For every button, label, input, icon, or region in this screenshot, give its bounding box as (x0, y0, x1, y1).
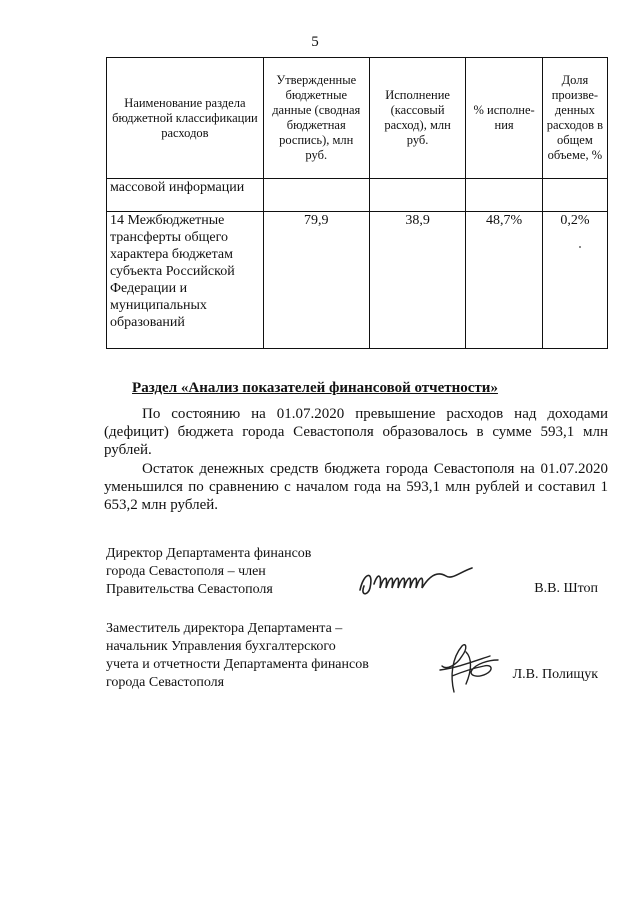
row-name: массовой информации (107, 179, 264, 212)
title-line: начальник Управления бухгалтерского (106, 639, 336, 654)
signatory-2-name: Л.В. Полищук (512, 667, 598, 682)
row-executed: 38,9 (369, 212, 466, 349)
signature-2-icon (432, 640, 502, 695)
table-row (107, 212, 608, 349)
signatory-2-title (106, 620, 369, 692)
title-line: города Севастополя – член (106, 564, 266, 579)
signatory-1-title (106, 545, 311, 599)
signatory-1-name: В.В. Штоп (534, 581, 598, 596)
paragraph-deficit: По состоянию на 01.07.2020 превышение расходов над доходами (дефицит) бюджета города Севастополя образовалось в сумме 593,1 млн рублей. (104, 406, 608, 458)
header-executed: Исполнение (кассовый расход), млн руб. (369, 58, 466, 179)
scan-dot (579, 246, 581, 248)
title-line: учета и отчетности Департамента финансов (106, 657, 369, 672)
table-row (107, 179, 608, 212)
page-number: 5 (311, 34, 319, 50)
row-approved: 79,9 (263, 212, 369, 349)
row-percent: 48,7% (466, 212, 542, 349)
header-name: Наименование раздела бюджетной классификации расходов (107, 58, 264, 179)
section-title: Раздел «Анализ показателей финансовой отчетности» (132, 380, 498, 396)
row-share (542, 179, 607, 212)
row-percent (466, 179, 542, 212)
title-line: Правительства Севастополя (106, 582, 273, 597)
title-line: Заместитель директора Департамента – (106, 621, 343, 636)
header-percent: % исполне-ния (466, 58, 542, 179)
title-line: Директор Департамента финансов (106, 546, 312, 561)
header-share: Доля произве-денных расходов в общем объеме, % (542, 58, 607, 179)
title-line: города Севастополя (106, 675, 225, 690)
row-name: 14 Межбюджетные трансферты общего характера бюджетам субъекта Российской Федерации и муниципальных образований (107, 212, 264, 349)
signature-1-icon (356, 562, 481, 602)
row-executed (369, 179, 466, 212)
budget-table (106, 57, 608, 349)
row-share: 0,2% (542, 212, 607, 349)
table-header-row (107, 58, 608, 179)
paragraph-balance: Остаток денежных средств бюджета города Севастополя на 01.07.2020 уменьшился по сравнению с началом года на 593,1 млн рублей и составил 1 653,2 млн рублей. (104, 461, 608, 513)
row-approved (263, 179, 369, 212)
header-approved: Утвержденные бюджетные данные (сводная бюджетная роспись), млн руб. (263, 58, 369, 179)
